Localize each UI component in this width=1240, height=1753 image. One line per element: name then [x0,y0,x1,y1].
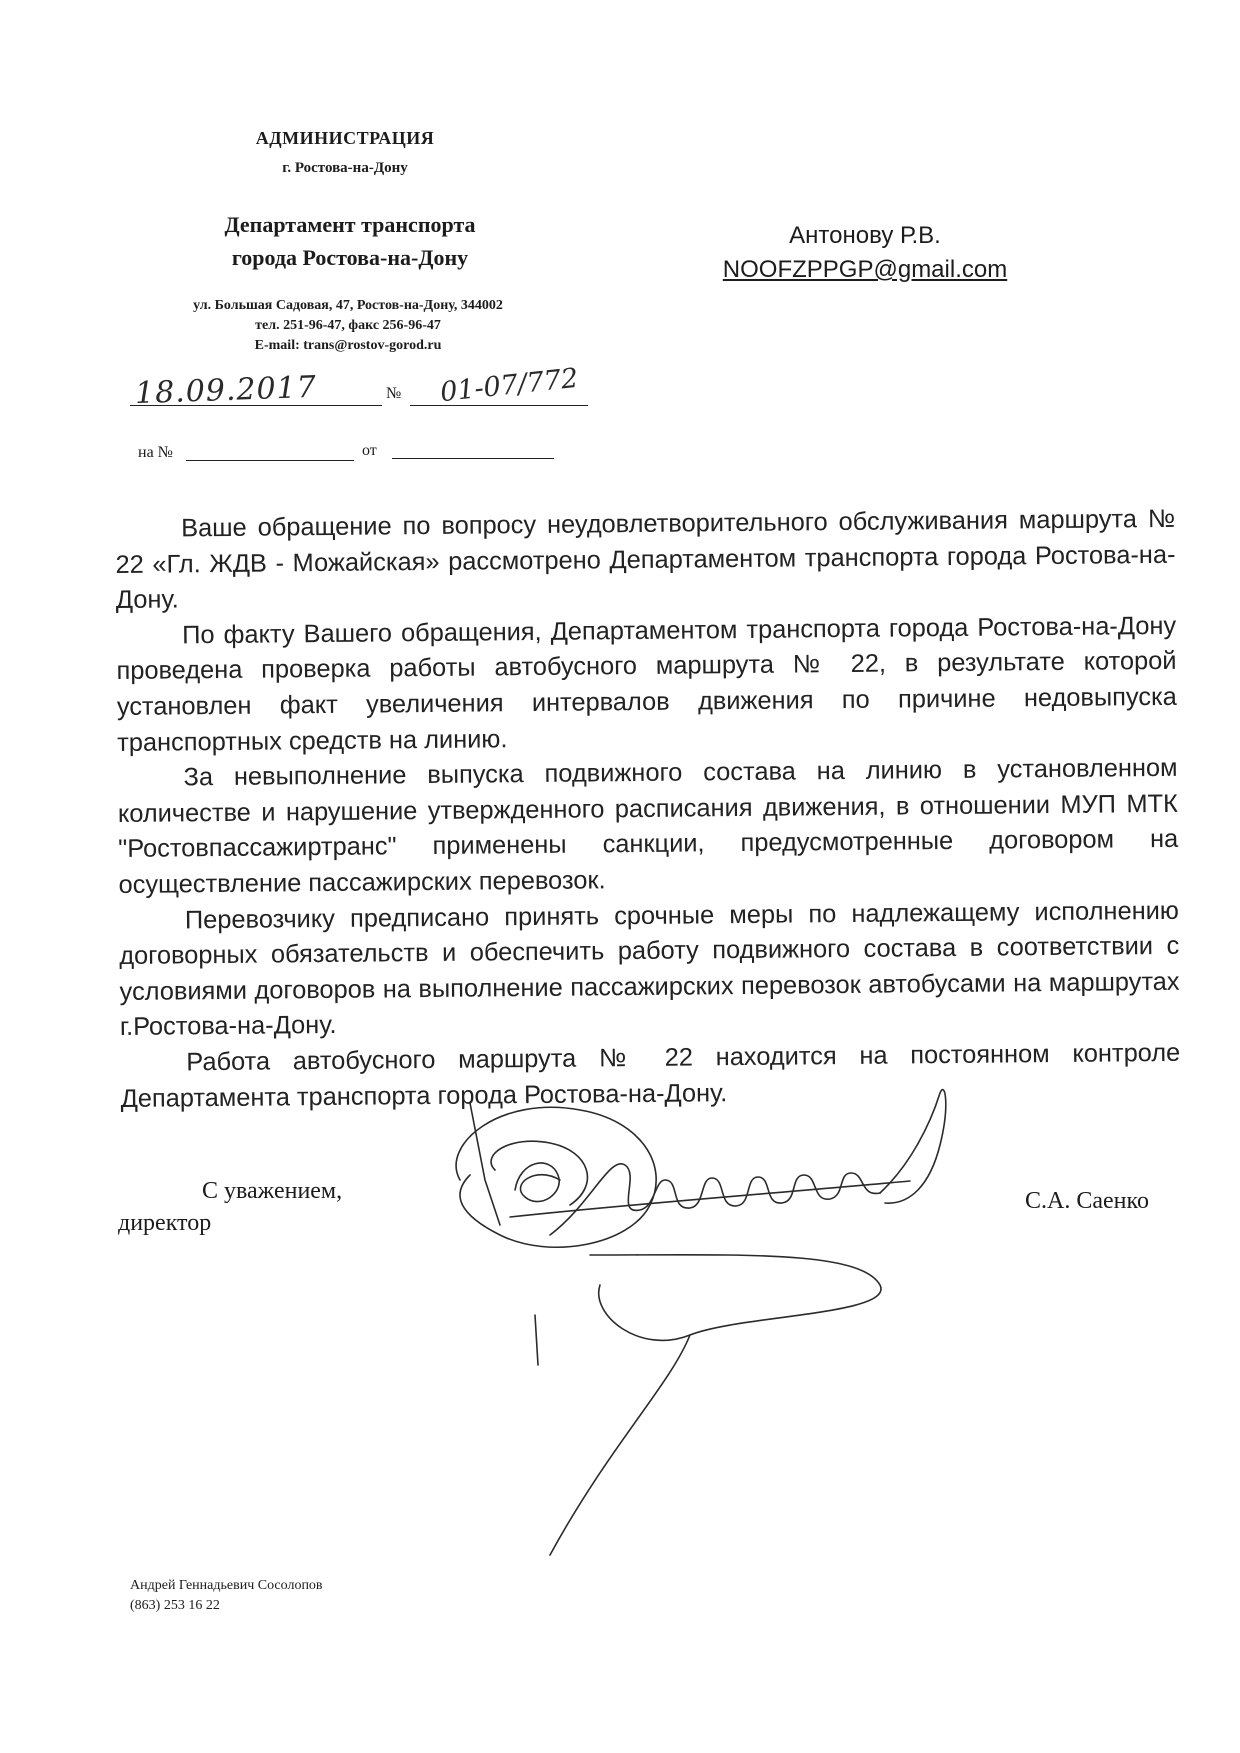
letter-body [115,502,1181,1117]
department-line-2: города Ростова-на-Дону [231,245,469,270]
reference-date-line [392,458,554,459]
body-paragraph: По факту Вашего обращения, Департаментом транспорта города Ростова-на-Дону проведена проверка работы автобусного маршрута № 22, в результате которой установлен факт увеличения интервалов движения по причине недовыпуска транспортных средств на линию. [116,611,1177,757]
letterhead-department [150,208,550,274]
letterhead-contacts [118,296,578,356]
reference-number-line [186,460,354,461]
registration-number-line [410,405,588,406]
letterhead-org: АДМИНИСТРАЦИЯ [255,128,435,148]
reference-date-label: от [362,442,377,459]
recipient-name: Антонову Р.В. [789,222,941,249]
letterhead-email: E-mail: trans@rostov-gorod.ru [254,338,442,353]
letterhead-phones: тел. 251-96-47, факс 256-96-47 [255,318,441,333]
recipient-email: NOOFZPPGP@gmail.com [722,256,1008,283]
reference-number-label: на № [138,444,173,461]
body-paragraph: Работа автобусного маршрута № 22 находится на постоянном контроле Департамента транспорта города Ростова-на-Дону. [120,1038,1181,1113]
registration-date-line [130,405,382,406]
signature-greeting: С уважением, [202,1178,343,1204]
body-paragraph: Перевозчику предписано принять срочные меры по надлежащему исполнению договорных обязательств и обеспечить работу подвижного состава в соответствии с условиями договоров на выполнение пассажирских перевозок автобусами на маршрутах г.Ростова-на-Дону. [119,896,1180,1042]
registration-date: 18.09.2017 [134,369,318,412]
department-line-1: Департамент транспорта [224,212,476,237]
executor-name: Андрей Геннадьевич Сосолопов [130,1578,323,1593]
body-paragraph: Ваше обращение по вопросу неудовлетворительного обслуживания маршрута № 22 «Гл. ЖДВ - Можайская» рассмотрено Департаментом транспорта города Ростова-на-Дону. [115,504,1176,615]
executor-phone: (863) 253 16 22 [130,1598,220,1613]
registration-number: 01-07/772 [438,362,580,409]
signature-title: директор [118,1210,212,1236]
letterhead-address: ул. Большая Садовая, 47, Ростов-на-Дону, 344002 [193,298,503,313]
letterhead-city: г. Ростова-на-Дону [282,160,408,176]
handwritten-signature [440,1085,1040,1565]
body-paragraph: За невыполнение выпуска подвижного состава на линию в установленном количестве и нарушение утвержденного расписания движения, в отношении МУП МТК "Ростовпассажиртранс" применены санкции, предусмотренные договором на осуществление пассажирских перевозок. [117,753,1179,899]
signature-name: С.А. Саенко [1025,1188,1149,1214]
registration-number-label: № [386,385,402,402]
